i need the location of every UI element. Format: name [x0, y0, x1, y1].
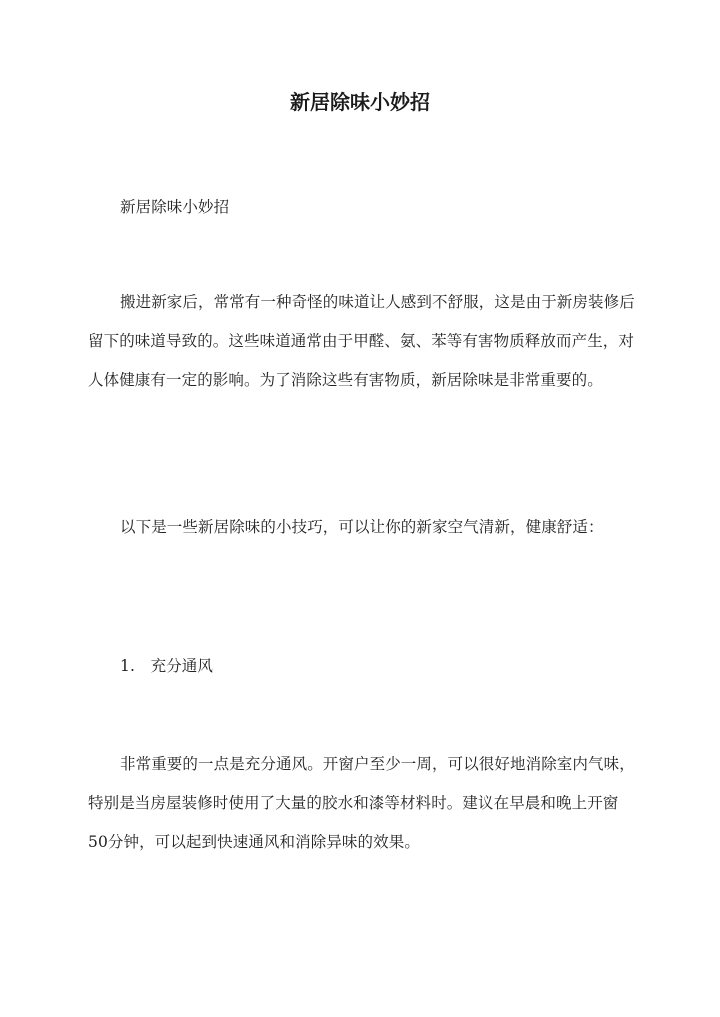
section-1-paragraph: 非常重要的一点是充分通风。开窗户至少一周，可以很好地消除室内气味，特别是当房屋装修时使用了大量的胶水和漆等材料时。建议在早晨和晚上开窗50分钟，可以起到快速通风和消除异味的效果。	[88, 755, 635, 851]
page-title: 新居除味小妙招	[290, 90, 430, 114]
section-1-heading: 1. 充分通风	[120, 657, 213, 675]
intro-paragraph: 搬进新家后，常常有一种奇怪的味道让人感到不舒服，这是由于新房装修后留下的味道导致的。这些味道通常由于甲醛、氨、苯等有害物质释放而产生，对人体健康有一定的影响。为了消除这些有害物质，新居除味是非常重要的。	[88, 293, 635, 389]
tips-intro-paragraph: 以下是一些新居除味的小技巧，可以让你的新家空气清新，健康舒适：	[120, 518, 604, 536]
subtitle-paragraph: 新居除味小妙招	[120, 198, 230, 216]
